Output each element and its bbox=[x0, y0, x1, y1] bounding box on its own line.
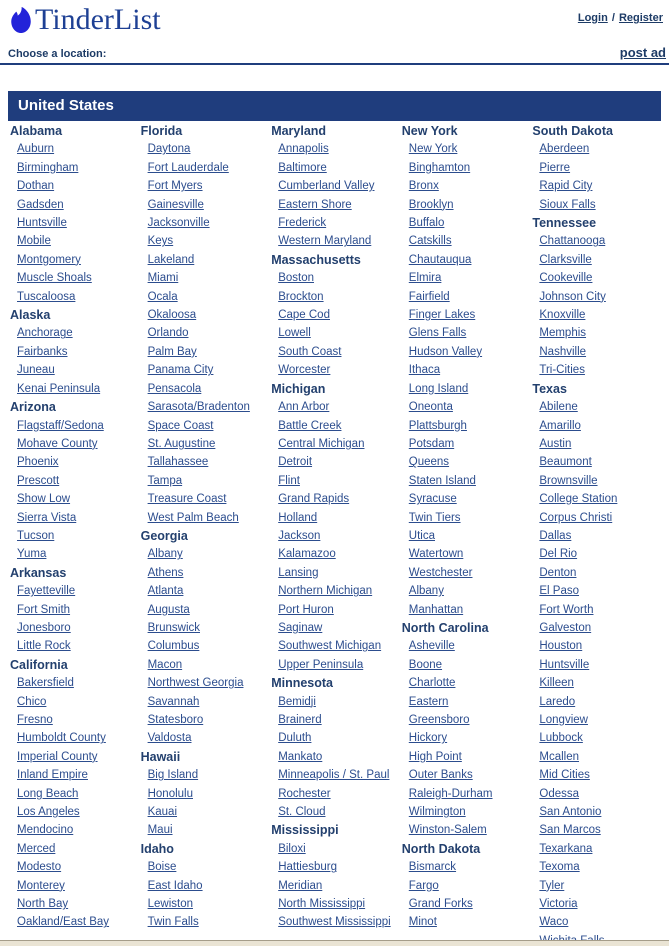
city-link[interactable]: Mendocino bbox=[17, 824, 74, 837]
city-link[interactable]: Mobile bbox=[17, 235, 51, 248]
state-heading: Tennessee bbox=[532, 216, 597, 231]
city-link[interactable]: Dallas bbox=[539, 529, 572, 542]
city-link[interactable]: South Coast bbox=[278, 345, 342, 358]
city-link[interactable]: Annapolis bbox=[278, 143, 329, 156]
city-link[interactable]: Chico bbox=[17, 695, 47, 708]
city-link[interactable]: Bismarck bbox=[408, 861, 457, 874]
city-link[interactable]: Cumberland Valley bbox=[278, 180, 375, 193]
city-link[interactable]: Inland Empire bbox=[17, 769, 88, 782]
city-link[interactable]: St. Augustine bbox=[147, 437, 216, 450]
state-block bbox=[271, 383, 400, 672]
city-link[interactable]: Orlando bbox=[147, 327, 189, 340]
state-block bbox=[141, 125, 270, 524]
city-link[interactable]: Hattiesburg bbox=[278, 861, 337, 874]
city-link[interactable]: Okaloosa bbox=[147, 309, 197, 322]
city-link[interactable]: Bakersfield bbox=[17, 677, 74, 690]
city-link[interactable]: Columbus bbox=[147, 640, 200, 653]
city-link[interactable]: Worcester bbox=[278, 364, 331, 377]
state-heading: Michigan bbox=[271, 381, 326, 396]
city-link[interactable]: Texarkana bbox=[539, 842, 593, 855]
city-link[interactable]: Nashville bbox=[539, 345, 587, 358]
city-link[interactable]: Grand Forks bbox=[408, 898, 473, 911]
city-link[interactable]: Hickory bbox=[408, 732, 448, 745]
state-heading: Mississippi bbox=[271, 823, 339, 838]
state-heading: Hawaii bbox=[140, 749, 181, 764]
city-link[interactable]: Bemidji bbox=[278, 695, 316, 708]
city-link[interactable]: Brainerd bbox=[278, 714, 322, 726]
city-link[interactable]: Birmingham bbox=[17, 161, 79, 174]
city-link[interactable]: Elmira bbox=[408, 272, 442, 285]
city-link[interactable]: Brockton bbox=[278, 290, 324, 303]
state-heading: Alabama bbox=[10, 124, 63, 138]
city-link[interactable]: Ann Arbor bbox=[278, 401, 330, 414]
city-link[interactable]: Jonesboro bbox=[17, 621, 71, 634]
city-link[interactable]: West Palm Beach bbox=[147, 511, 239, 524]
brand-name: TinderList bbox=[35, 3, 161, 36]
city-link[interactable]: Savannah bbox=[147, 695, 200, 708]
city-link[interactable]: Finger Lakes bbox=[408, 309, 476, 322]
city-link[interactable]: Detroit bbox=[278, 456, 313, 469]
city-link[interactable]: Manhattan bbox=[408, 603, 464, 616]
city-link[interactable]: Twin Falls bbox=[147, 916, 199, 929]
city-link[interactable]: Mid Cities bbox=[539, 769, 590, 782]
city-link[interactable]: North Mississippi bbox=[278, 898, 366, 911]
city-link[interactable]: Albany bbox=[147, 548, 183, 561]
state-block bbox=[271, 254, 400, 377]
city-link[interactable]: Imperial County bbox=[17, 750, 98, 763]
location-toolbar bbox=[0, 45, 669, 65]
city-link[interactable]: Charlotte bbox=[408, 677, 456, 690]
city-link[interactable]: Mohave County bbox=[17, 437, 98, 450]
city-link[interactable]: Holland bbox=[278, 511, 318, 524]
city-link[interactable]: Kauai bbox=[147, 806, 178, 819]
city-link[interactable]: Boston bbox=[278, 272, 314, 285]
city-link[interactable]: Honolulu bbox=[147, 787, 193, 800]
city-link[interactable]: Anchorage bbox=[17, 327, 73, 340]
city-link[interactable]: Cookeville bbox=[539, 272, 593, 285]
city-link[interactable]: Oneonta bbox=[408, 401, 453, 414]
state-block bbox=[532, 217, 661, 377]
city-link[interactable]: Miami bbox=[147, 272, 179, 285]
city-link[interactable]: Laredo bbox=[539, 695, 576, 708]
city-link[interactable]: Corpus Christi bbox=[539, 511, 613, 524]
city-link[interactable]: Auburn bbox=[17, 143, 55, 156]
city-link[interactable]: Knoxville bbox=[539, 309, 586, 322]
city-link[interactable]: Plattsburgh bbox=[408, 419, 467, 432]
city-link[interactable]: Eastern bbox=[408, 695, 449, 708]
city-link[interactable]: High Point bbox=[408, 750, 462, 763]
state-block bbox=[271, 125, 400, 248]
city-link[interactable]: Ocala bbox=[147, 290, 178, 303]
city-link[interactable]: Abilene bbox=[539, 401, 578, 414]
city-link[interactable]: Fresno bbox=[17, 714, 53, 726]
city-link[interactable]: Modesto bbox=[17, 861, 62, 874]
city-link[interactable]: Raleigh-Durham bbox=[408, 787, 493, 800]
city-link[interactable]: Memphis bbox=[539, 327, 587, 340]
state-block bbox=[10, 309, 139, 395]
state-block bbox=[271, 824, 400, 928]
city-link[interactable]: Pensacola bbox=[147, 382, 202, 395]
city-link[interactable]: New York bbox=[408, 143, 458, 156]
state-heading: California bbox=[10, 657, 68, 672]
city-link[interactable]: Mcallen bbox=[539, 750, 580, 763]
city-link[interactable]: Prescott bbox=[17, 474, 60, 487]
city-link[interactable]: Huntsville bbox=[17, 217, 67, 230]
city-link[interactable]: Gadsden bbox=[17, 198, 64, 211]
city-link[interactable]: Brunswick bbox=[147, 621, 200, 634]
city-link[interactable]: Frederick bbox=[278, 217, 327, 230]
state-heading: North Carolina bbox=[401, 620, 489, 635]
region-title: United States bbox=[18, 97, 114, 114]
state-heading: North Dakota bbox=[401, 841, 481, 856]
city-link[interactable]: Monterey bbox=[17, 879, 65, 892]
state-heading: Arizona bbox=[10, 400, 56, 415]
city-link[interactable]: Del Rio bbox=[539, 548, 578, 561]
city-link[interactable]: Grand Rapids bbox=[278, 493, 350, 506]
city-link[interactable]: Pierre bbox=[539, 161, 571, 174]
city-link[interactable]: Los Angeles bbox=[17, 806, 80, 819]
city-link[interactable]: Meridian bbox=[278, 879, 323, 892]
state-heading: Alaska bbox=[10, 308, 51, 323]
city-link[interactable]: Dothan bbox=[17, 180, 55, 193]
city-link[interactable]: Rochester bbox=[278, 787, 331, 800]
city-link[interactable]: Southwest Mississippi bbox=[278, 916, 391, 929]
city-link[interactable]: Austin bbox=[539, 437, 572, 450]
auth-separator: / bbox=[608, 12, 618, 24]
city-link[interactable]: Juneau bbox=[17, 364, 55, 377]
city-link[interactable]: Big Island bbox=[147, 769, 199, 782]
city-link[interactable]: Minot bbox=[408, 916, 437, 929]
city-link[interactable]: St. Cloud bbox=[278, 806, 326, 819]
city-link[interactable]: Tucson bbox=[17, 529, 55, 542]
city-link[interactable]: Lewiston bbox=[147, 898, 193, 911]
city-link[interactable]: Kalamazoo bbox=[278, 548, 336, 561]
city-link[interactable]: Augusta bbox=[147, 603, 190, 616]
city-link[interactable]: Winston-Salem bbox=[408, 824, 487, 837]
city-link[interactable]: Chautauqua bbox=[408, 253, 472, 266]
city-link[interactable]: Westchester bbox=[408, 566, 473, 579]
city-link[interactable]: Killeen bbox=[539, 677, 574, 690]
city-link[interactable]: Athens bbox=[147, 566, 184, 579]
city-link[interactable]: Brooklyn bbox=[408, 198, 454, 211]
city-link[interactable]: Daytona bbox=[147, 143, 191, 156]
city-link[interactable]: Show Low bbox=[17, 493, 71, 506]
city-link[interactable]: Boise bbox=[147, 861, 177, 874]
city-link[interactable]: Panama City bbox=[147, 364, 214, 377]
state-heading: Florida bbox=[140, 124, 183, 138]
city-link[interactable]: Fayetteville bbox=[17, 585, 76, 598]
city-link[interactable]: Greensboro bbox=[408, 714, 470, 726]
city-link[interactable]: Fort Lauderdale bbox=[147, 161, 229, 174]
state-block bbox=[141, 751, 270, 837]
state-heading: New York bbox=[401, 124, 458, 138]
state-heading: Minnesota bbox=[271, 676, 333, 691]
city-link[interactable]: Buffalo bbox=[408, 217, 445, 230]
city-link[interactable]: Texoma bbox=[539, 861, 580, 874]
choose-location-label: Choose a location: bbox=[8, 48, 107, 60]
city-link[interactable]: Central Michigan bbox=[278, 437, 365, 450]
city-link[interactable]: Sierra Vista bbox=[17, 511, 77, 524]
state-heading: Massachusetts bbox=[271, 252, 361, 267]
locations-box bbox=[8, 91, 661, 946]
city-link[interactable]: Huntsville bbox=[539, 658, 590, 671]
city-link[interactable]: Fargo bbox=[408, 879, 439, 892]
city-link[interactable]: Hudson Valley bbox=[408, 345, 483, 358]
city-link[interactable]: Biloxi bbox=[278, 842, 306, 855]
city-link[interactable]: Fort Myers bbox=[147, 180, 203, 193]
city-link[interactable]: Lansing bbox=[278, 566, 319, 579]
city-link[interactable]: Merced bbox=[17, 842, 56, 855]
city-link[interactable]: Binghamton bbox=[408, 161, 471, 174]
city-link[interactable]: Brownsville bbox=[539, 474, 598, 487]
city-link[interactable]: East Idaho bbox=[147, 879, 203, 892]
city-link[interactable]: Flint bbox=[278, 474, 300, 487]
city-link[interactable]: Beaumont bbox=[539, 456, 592, 469]
state-heading: Maryland bbox=[271, 124, 327, 138]
city-link[interactable]: San Marcos bbox=[539, 824, 601, 837]
city-link[interactable]: Cape Cod bbox=[278, 309, 330, 322]
state-heading: Georgia bbox=[140, 528, 188, 543]
city-link[interactable]: Palm Bay bbox=[147, 345, 197, 358]
state-block bbox=[10, 401, 139, 561]
city-link[interactable]: Houston bbox=[539, 640, 583, 653]
post-ad-link[interactable]: post ad bbox=[619, 45, 666, 60]
state-heading: Arkansas bbox=[10, 565, 67, 580]
city-link[interactable]: Long Beach bbox=[17, 787, 79, 800]
city-link[interactable]: Space Coast bbox=[147, 419, 214, 432]
city-link[interactable]: Eastern Shore bbox=[278, 198, 352, 211]
city-link[interactable]: Staten Island bbox=[408, 474, 476, 487]
state-block bbox=[402, 125, 531, 616]
city-link[interactable]: Northern Michigan bbox=[278, 585, 373, 598]
city-link[interactable]: Atlanta bbox=[147, 585, 184, 598]
city-link[interactable]: Boone bbox=[408, 658, 443, 671]
city-link[interactable]: Fort Smith bbox=[17, 603, 71, 616]
city-link[interactable]: Victoria bbox=[539, 898, 578, 911]
city-link[interactable]: Syracuse bbox=[408, 493, 457, 506]
city-link[interactable]: Western Maryland bbox=[278, 235, 372, 248]
login-link[interactable]: Login bbox=[577, 12, 608, 24]
city-link[interactable]: North Bay bbox=[17, 898, 69, 911]
city-link[interactable]: El Paso bbox=[539, 585, 580, 598]
state-block bbox=[402, 622, 531, 837]
city-link[interactable]: Northwest Georgia bbox=[147, 677, 244, 690]
city-link[interactable]: Fairfield bbox=[408, 290, 450, 303]
city-link[interactable]: Saginaw bbox=[278, 621, 323, 634]
city-link[interactable]: Muscle Shoals bbox=[17, 272, 92, 285]
city-link[interactable]: Kenai Peninsula bbox=[17, 382, 101, 395]
city-link[interactable]: Wilmington bbox=[408, 806, 466, 819]
city-link[interactable]: Jackson bbox=[278, 529, 321, 542]
city-link[interactable]: Glens Falls bbox=[408, 327, 467, 340]
city-link[interactable]: Humboldt County bbox=[17, 732, 106, 745]
city-link[interactable]: Maui bbox=[147, 824, 173, 837]
state-heading: South Dakota bbox=[532, 124, 613, 138]
city-link[interactable]: Queens bbox=[408, 456, 450, 469]
register-link[interactable]: Register bbox=[618, 12, 663, 24]
city-link[interactable]: Tampa bbox=[147, 474, 183, 487]
city-link[interactable]: College Station bbox=[539, 493, 618, 506]
location-columns bbox=[8, 121, 661, 946]
city-link[interactable]: Fairbanks bbox=[17, 345, 68, 358]
city-link[interactable]: Sarasota/Bradenton bbox=[147, 401, 250, 414]
city-link[interactable]: Fort Worth bbox=[539, 603, 594, 616]
city-link[interactable]: Lowell bbox=[278, 327, 311, 340]
state-block bbox=[10, 125, 139, 303]
city-link[interactable]: Tyler bbox=[539, 879, 565, 892]
state-block bbox=[402, 843, 531, 929]
city-link[interactable]: Keys bbox=[147, 235, 174, 248]
flame-icon bbox=[8, 5, 35, 35]
city-link[interactable]: Lubbock bbox=[539, 732, 583, 745]
state-block bbox=[271, 677, 400, 818]
city-link[interactable]: Long Island bbox=[408, 382, 469, 395]
city-link[interactable]: Southwest Michigan bbox=[278, 640, 382, 653]
city-link[interactable]: Jacksonville bbox=[147, 217, 210, 230]
city-link[interactable]: Oakland/East Bay bbox=[17, 916, 110, 929]
city-link[interactable]: Amarillo bbox=[539, 419, 581, 432]
state-block bbox=[532, 125, 661, 211]
city-link[interactable]: Albany bbox=[408, 585, 444, 598]
city-link[interactable]: Asheville bbox=[408, 640, 455, 653]
city-link[interactable]: Potsdam bbox=[408, 437, 455, 450]
city-link[interactable]: Little Rock bbox=[17, 640, 71, 653]
location-column bbox=[269, 125, 400, 946]
region-header-bar bbox=[8, 91, 661, 121]
city-link[interactable]: Waco bbox=[539, 916, 569, 929]
city-link[interactable]: Statesboro bbox=[147, 714, 204, 726]
city-link[interactable]: Aberdeen bbox=[539, 143, 590, 156]
city-link[interactable]: Sioux Falls bbox=[539, 198, 596, 211]
city-link[interactable]: San Antonio bbox=[539, 806, 602, 819]
city-link[interactable]: Mankato bbox=[278, 750, 323, 763]
city-link[interactable]: Treasure Coast bbox=[147, 493, 227, 506]
city-link[interactable]: Duluth bbox=[278, 732, 312, 745]
city-link[interactable]: Clarksville bbox=[539, 253, 592, 266]
city-link[interactable]: Valdosta bbox=[147, 732, 192, 745]
city-link[interactable]: Utica bbox=[408, 529, 435, 542]
bottom-banner-strip bbox=[0, 940, 669, 946]
city-link[interactable]: Macon bbox=[147, 658, 183, 671]
city-link[interactable]: Tallahassee bbox=[147, 456, 209, 469]
city-link[interactable]: Flagstaff/Sedona bbox=[17, 419, 104, 432]
location-column bbox=[530, 125, 661, 946]
state-block bbox=[532, 383, 661, 946]
city-link[interactable]: Johnson City bbox=[539, 290, 606, 303]
city-link[interactable]: Catskills bbox=[408, 235, 452, 248]
state-heading: Idaho bbox=[140, 841, 174, 856]
city-link[interactable]: Twin Tiers bbox=[408, 511, 461, 524]
auth-links bbox=[578, 5, 663, 24]
city-link[interactable]: Tuscaloosa bbox=[17, 290, 76, 303]
city-link[interactable]: Galveston bbox=[539, 621, 592, 634]
city-link[interactable]: Gainesville bbox=[147, 198, 204, 211]
location-column bbox=[139, 125, 270, 946]
city-link[interactable]: Yuma bbox=[17, 548, 47, 561]
city-link[interactable]: Upper Peninsula bbox=[278, 658, 364, 671]
city-link[interactable]: Bronx bbox=[408, 180, 439, 193]
brand-logo[interactable] bbox=[8, 5, 161, 35]
city-link[interactable]: Tri-Cities bbox=[539, 364, 585, 377]
city-link[interactable]: Odessa bbox=[539, 787, 580, 800]
city-link[interactable]: Battle Creek bbox=[278, 419, 342, 432]
city-link[interactable]: Ithaca bbox=[408, 364, 441, 377]
page-header bbox=[0, 0, 669, 44]
location-column bbox=[8, 125, 139, 946]
state-block bbox=[10, 567, 139, 653]
city-link[interactable]: Phoenix bbox=[17, 456, 59, 469]
city-link[interactable]: Chattanooga bbox=[539, 235, 606, 248]
city-link[interactable]: Longview bbox=[539, 714, 588, 726]
location-column bbox=[400, 125, 531, 946]
city-link[interactable]: Denton bbox=[539, 566, 577, 579]
state-block bbox=[141, 530, 270, 745]
state-block bbox=[10, 659, 139, 929]
city-link[interactable]: Baltimore bbox=[278, 161, 327, 174]
city-link[interactable]: Rapid City bbox=[539, 180, 593, 193]
state-block bbox=[141, 843, 270, 929]
city-link[interactable]: Port Huron bbox=[278, 603, 334, 616]
city-link[interactable]: Minneapolis / St. Paul bbox=[278, 769, 390, 782]
city-link[interactable]: Outer Banks bbox=[408, 769, 473, 782]
city-link[interactable]: Montgomery bbox=[17, 253, 81, 266]
city-link[interactable]: Watertown bbox=[408, 548, 464, 561]
city-link[interactable]: Lakeland bbox=[147, 253, 195, 266]
state-heading: Texas bbox=[532, 381, 567, 396]
